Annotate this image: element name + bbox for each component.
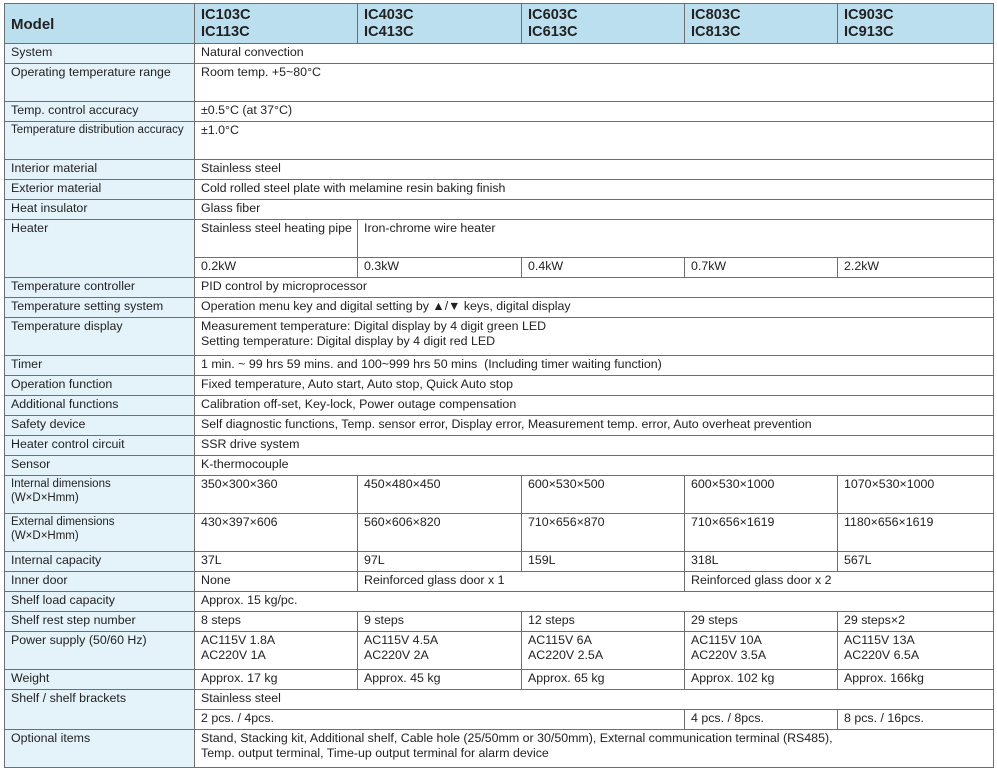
row-value: Self diagnostic functions, Temp. sensor error, Display error, Measurement temp. error, Auto overheat prevention	[195, 416, 994, 436]
table-row	[5, 122, 994, 160]
row-label: System	[5, 44, 195, 64]
row-value: Stainless steel	[195, 160, 994, 180]
row-label: Heat insulator	[5, 200, 195, 220]
cell: 12 steps	[522, 612, 685, 632]
cell: 430×397×606	[195, 514, 358, 552]
table-row	[5, 514, 994, 552]
spec-table	[4, 3, 994, 768]
cell: Reinforced glass door x 2	[685, 572, 994, 592]
cell: Approx. 102 kg	[685, 670, 838, 690]
row-label: Inner door	[5, 572, 195, 592]
cell: 1070×530×1000	[838, 476, 994, 514]
table-row	[5, 200, 994, 220]
cell: Approx. 17 kg	[195, 670, 358, 690]
table-row	[5, 356, 994, 376]
cell: 29 steps×2	[838, 612, 994, 632]
row-value: ±0.5°C (at 37°C)	[195, 102, 994, 122]
cell: 710×656×870	[522, 514, 685, 552]
cell: 710×656×1619	[685, 514, 838, 552]
row-label: Optional items	[5, 730, 195, 768]
row-label: External dimensions (W×D×Hmm)	[5, 514, 195, 552]
cell: 318L	[685, 552, 838, 572]
row-value: ±1.0°C	[195, 122, 994, 160]
row-value: Stand, Stacking kit, Additional shelf, Cable hole (25/50mm or 30/50mm), External communication terminal (RS485), Temp. output terminal, Time-up output terminal for alarm device	[195, 730, 994, 768]
table-row	[5, 690, 994, 710]
row-label: Safety device	[5, 416, 195, 436]
cell: 4 pcs. / 8pcs.	[685, 710, 838, 730]
row-label: Power supply (50/60 Hz)	[5, 632, 195, 670]
row-label: Temperature setting system	[5, 298, 195, 318]
table-row	[5, 730, 994, 768]
table-row	[5, 220, 994, 258]
row-value: K-thermocouple	[195, 456, 994, 476]
table-row	[5, 376, 994, 396]
heater-power: 0.3kW	[358, 258, 522, 278]
heater-type-b: Iron-chrome wire heater	[358, 220, 994, 258]
row-label: Timer	[5, 356, 195, 376]
cell: 1180×656×1619	[838, 514, 994, 552]
table-row	[5, 416, 994, 436]
heater-power: 2.2kW	[838, 258, 994, 278]
cell: Reinforced glass door x 1	[358, 572, 685, 592]
table-row	[5, 456, 994, 476]
model-col-1: IC103C IC113C	[195, 4, 358, 44]
cell: AC115V 4.5A AC220V 2A	[358, 632, 522, 670]
cell: None	[195, 572, 358, 592]
table-row	[5, 396, 994, 416]
table-row	[5, 298, 994, 318]
table-row	[5, 612, 994, 632]
row-label: Shelf rest step number	[5, 612, 195, 632]
cell: AC115V 13A AC220V 6.5A	[838, 632, 994, 670]
table-row	[5, 180, 994, 200]
row-value: Operation menu key and digital setting by ▲/▼ keys, digital display	[195, 298, 994, 318]
row-label: Additional functions	[5, 396, 195, 416]
cell: 350×300×360	[195, 476, 358, 514]
model-col-4: IC803C IC813C	[685, 4, 838, 44]
cell: Approx. 166kg	[838, 670, 994, 690]
cell: Approx. 45 kg	[358, 670, 522, 690]
table-row	[5, 552, 994, 572]
row-value: Glass fiber	[195, 200, 994, 220]
row-value: PID control by microprocessor	[195, 278, 994, 298]
row-value: Calibration off-set, Key-lock, Power outage compensation	[195, 396, 994, 416]
heater-type-a: Stainless steel heating pipe	[195, 220, 358, 258]
model-header: Model	[5, 4, 195, 44]
row-value: Measurement temperature: Digital display by 4 digit green LED Setting temperature: Digital display by 4 digit red LED	[195, 318, 994, 356]
cell: 29 steps	[685, 612, 838, 632]
cell: 600×530×500	[522, 476, 685, 514]
table-row	[5, 64, 994, 102]
row-label: Temperature controller	[5, 278, 195, 298]
table-row	[5, 670, 994, 690]
row-label: Shelf / shelf brackets	[5, 690, 195, 730]
cell: 9 steps	[358, 612, 522, 632]
cell: 2 pcs. / 4pcs.	[195, 710, 685, 730]
cell: 450×480×450	[358, 476, 522, 514]
heater-power: 0.7kW	[685, 258, 838, 278]
table-row	[5, 592, 994, 612]
table-row	[5, 160, 994, 180]
cell: 97L	[358, 552, 522, 572]
row-value: Stainless steel	[195, 690, 994, 710]
header-row	[5, 4, 994, 44]
cell: 600×530×1000	[685, 476, 838, 514]
cell: AC115V 6A AC220V 2.5A	[522, 632, 685, 670]
row-label: Operation function	[5, 376, 195, 396]
cell: 8 steps	[195, 612, 358, 632]
row-value: Room temp. +5~80°C	[195, 64, 994, 102]
cell: Approx. 65 kg	[522, 670, 685, 690]
table-row	[5, 278, 994, 298]
heater-power: 0.4kW	[522, 258, 685, 278]
cell: AC115V 10A AC220V 3.5A	[685, 632, 838, 670]
heater-power: 0.2kW	[195, 258, 358, 278]
row-label: Temperature distribution accuracy	[5, 122, 195, 160]
cell: 8 pcs. / 16pcs.	[838, 710, 994, 730]
cell: 567L	[838, 552, 994, 572]
row-label: Internal capacity	[5, 552, 195, 572]
row-label: Heater control circuit	[5, 436, 195, 456]
cell: 159L	[522, 552, 685, 572]
table-row	[5, 436, 994, 456]
model-col-5: IC903C IC913C	[838, 4, 994, 44]
row-value: Approx. 15 kg/pc.	[195, 592, 994, 612]
row-label: Weight	[5, 670, 195, 690]
row-label: Temperature display	[5, 318, 195, 356]
table-row	[5, 632, 994, 670]
row-value: Fixed temperature, Auto start, Auto stop, Quick Auto stop	[195, 376, 994, 396]
row-label: Sensor	[5, 456, 195, 476]
row-label: Temp. control accuracy	[5, 102, 195, 122]
model-col-2: IC403C IC413C	[358, 4, 522, 44]
table-row	[5, 318, 994, 356]
model-col-3: IC603C IC613C	[522, 4, 685, 44]
row-label: Operating temperature range	[5, 64, 195, 102]
cell: 560×606×820	[358, 514, 522, 552]
cell: AC115V 1.8A AC220V 1A	[195, 632, 358, 670]
row-value: 1 min. ~ 99 hrs 59 mins. and 100~999 hrs 50 mins (Including timer waiting function)	[195, 356, 994, 376]
row-value: Natural convection	[195, 44, 994, 64]
table-row	[5, 102, 994, 122]
row-label: Internal dimensions (W×D×Hmm)	[5, 476, 195, 514]
row-label: Exterior material	[5, 180, 195, 200]
table-row	[5, 44, 994, 64]
cell: 37L	[195, 552, 358, 572]
row-label: Heater	[5, 220, 195, 278]
row-value: SSR drive system	[195, 436, 994, 456]
row-label: Shelf load capacity	[5, 592, 195, 612]
row-label: Interior material	[5, 160, 195, 180]
table-row	[5, 476, 994, 514]
row-value: Cold rolled steel plate with melamine resin baking finish	[195, 180, 994, 200]
table-row	[5, 572, 994, 592]
